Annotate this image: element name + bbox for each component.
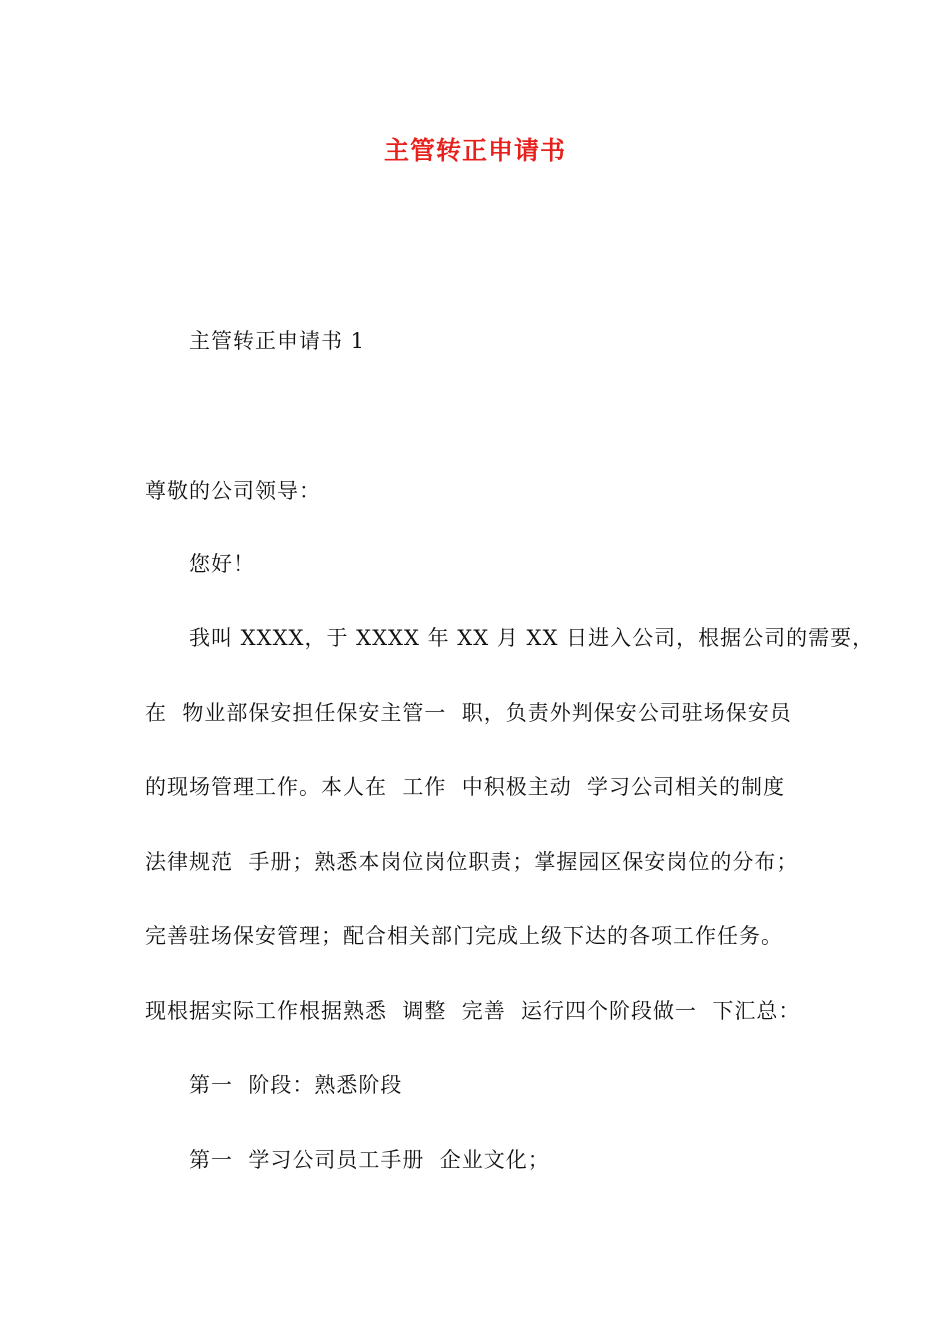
document-title: 主管转正申请书 (383, 136, 566, 165)
stage-item: 第一 学习公司员工手册 企业文化； (189, 1148, 550, 1172)
stage-heading: 第一 阶段：熟悉阶段 (189, 1073, 403, 1097)
salutation: 尊敬的公司领导： (145, 479, 321, 503)
body-line: 法律规范 手册；熟悉本岗位岗位职责；掌握园区保安岗位的分布； (145, 850, 799, 874)
body-line: 完善驻场保安管理；配合相关部门完成上级下达的各项工作任务。 (145, 924, 783, 948)
section-subtitle: 主管转正申请书 1 (189, 329, 366, 353)
body-line: 我叫 XXXX，于 XXXX 年 XX 月 XX 日进入公司，根据公司的需要， (189, 626, 875, 650)
body-line: 现根据实际工作根据熟悉 调整 完善 运行四个阶段做一 下汇总： (145, 999, 801, 1023)
body-line: 的现场管理工作。本人在 工作 中积极主动 学习公司相关的制度 (145, 775, 786, 799)
greeting: 您好！ (189, 552, 255, 576)
body-line: 在 物业部保安担任保安主管一 职，负责外判保安公司驻场保安员 (145, 701, 792, 725)
